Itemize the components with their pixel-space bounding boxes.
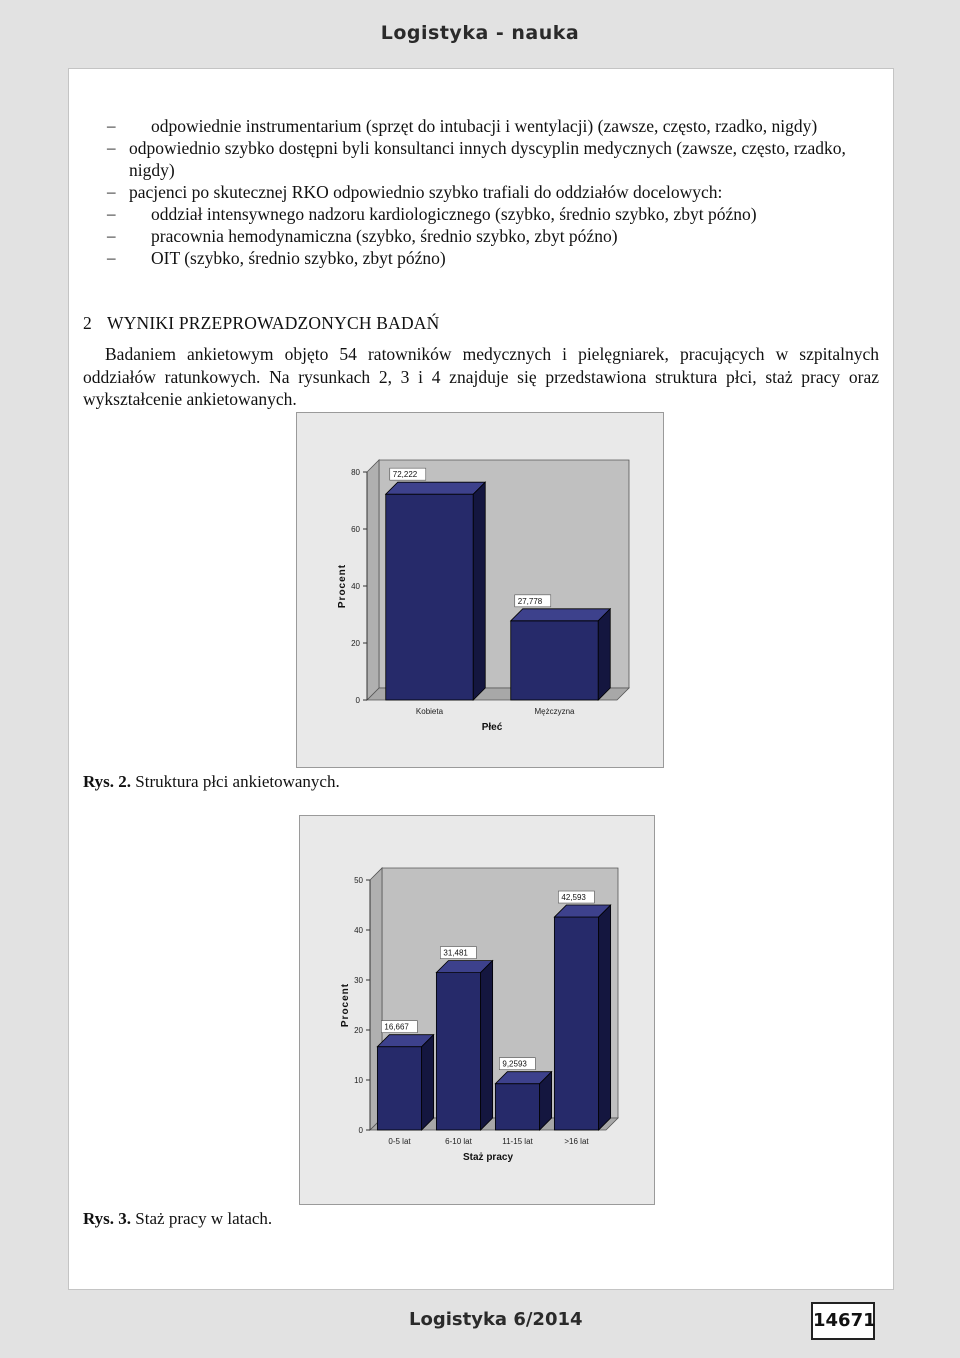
y-tick-label: 40	[354, 926, 363, 935]
dash-marker: –	[107, 226, 116, 245]
y-axis-title: Procent	[340, 982, 351, 1028]
dash-marker: –	[107, 182, 116, 201]
list-item	[69, 137, 893, 181]
y-tick-label: 20	[354, 1026, 363, 1035]
list-item	[69, 181, 893, 203]
bar-front	[495, 1084, 539, 1130]
section-heading	[83, 313, 439, 334]
x-axis-title: Płeć	[481, 722, 503, 733]
data-label: 42,593	[561, 893, 586, 903]
bar-front	[511, 621, 599, 700]
list-item-text: odpowiednio szybko dostępni byli konsultanci innych dyscyplin medycznych (zawsze, często, rzadko, nigdy)	[129, 138, 846, 180]
bullet-list	[69, 115, 893, 269]
list-item	[69, 203, 893, 225]
data-label: 9,2593	[502, 1059, 527, 1069]
y-tick-label: 20	[351, 639, 360, 648]
y-tick-label: 80	[351, 468, 360, 477]
data-label: 31,481	[443, 948, 468, 958]
section-title: WYNIKI PRZEPROWADZONYCH BADAŃ	[107, 313, 440, 333]
running-header: Logistyka - nauka	[380, 22, 580, 44]
figure-caption-text: Staż pracy w latach.	[135, 1209, 273, 1228]
dash-marker: –	[107, 204, 116, 223]
list-item	[69, 225, 893, 247]
page-content	[68, 68, 894, 1290]
y-tick-label: 50	[354, 876, 363, 885]
bar-top	[511, 609, 611, 621]
gender-bar-chart	[297, 413, 663, 767]
y-tick-label: 0	[355, 696, 360, 705]
data-label: 16,667	[384, 1022, 409, 1032]
footer-journal: Logistyka 6/2014	[409, 1309, 583, 1330]
y-axis-title: Procent	[337, 563, 348, 609]
dash-marker: –	[107, 138, 116, 157]
bar-top	[386, 482, 486, 494]
bar-front	[386, 494, 474, 700]
figure-label: Rys. 3.	[83, 1209, 132, 1228]
bar-side	[598, 609, 610, 700]
bar-front	[436, 973, 480, 1130]
y-tick-label: 0	[358, 1126, 363, 1135]
list-item-text: oddział intensywnego nadzoru kardiologicznego (szybko, średnio szybko, zbyt późno)	[151, 204, 757, 224]
bar-front	[554, 917, 598, 1130]
x-tick-label: 11-15 lat	[502, 1137, 533, 1146]
section-number: 2	[83, 313, 92, 333]
figure-2-chart	[296, 412, 664, 768]
list-item	[69, 115, 893, 137]
x-tick-label: 6-10 lat	[445, 1137, 472, 1146]
dash-marker: –	[107, 116, 116, 135]
bar-side	[422, 1035, 434, 1130]
body-paragraph: Badaniem ankietowym objęto 54 ratowników medycznych i pielęgniarek, pracujących w szpitalnych oddziałów ratunkowych. Na rysunkach 2, 3 i 4 znajduje się przedstawiona struktura płci, staż pracy oraz wykształcenie ankietowanych.	[83, 344, 879, 409]
y-tick-label: 10	[354, 1076, 363, 1085]
figure-caption-text: Struktura płci ankietowanych.	[135, 772, 340, 791]
plot-side-wall	[367, 460, 379, 700]
data-label: 72,222	[392, 470, 418, 480]
list-item-text: pacjenci po skutecznej RKO odpowiednio szybko trafiali do oddziałów docelowych:	[129, 182, 723, 202]
list-item-text: OIT (szybko, średnio szybko, zbyt późno)	[151, 248, 446, 268]
page-number: 14671	[811, 1302, 875, 1340]
figure-3-chart	[299, 815, 655, 1205]
y-tick-label: 30	[354, 976, 363, 985]
list-item	[69, 247, 893, 269]
x-tick-label: 0-5 lat	[388, 1137, 411, 1146]
figure-2-caption	[83, 772, 340, 792]
x-tick-label: >16 lat	[564, 1137, 589, 1146]
x-tick-label: Kobieta	[415, 707, 444, 716]
bar-side	[599, 905, 611, 1130]
figure-label: Rys. 2.	[83, 772, 132, 791]
y-tick-label: 60	[351, 525, 360, 534]
y-tick-label: 40	[351, 582, 360, 591]
x-axis-title: Staż pracy	[462, 1152, 514, 1163]
x-tick-label: Mężczyzna	[534, 707, 575, 716]
list-item-text: pracownia hemodynamiczna (szybko, średnio szybko, zbyt późno)	[151, 226, 618, 246]
dash-marker: –	[107, 248, 116, 267]
seniority-bar-chart	[300, 816, 654, 1204]
figure-3-caption	[83, 1209, 272, 1229]
list-item-text: odpowiednie instrumentarium (sprzęt do intubacji i wentylacji) (zawsze, często, rzadko, nigdy)	[151, 116, 818, 136]
bar-front	[377, 1047, 421, 1130]
bar-side	[473, 482, 485, 700]
bar-side	[481, 961, 493, 1130]
data-label: 27,778	[517, 596, 543, 606]
